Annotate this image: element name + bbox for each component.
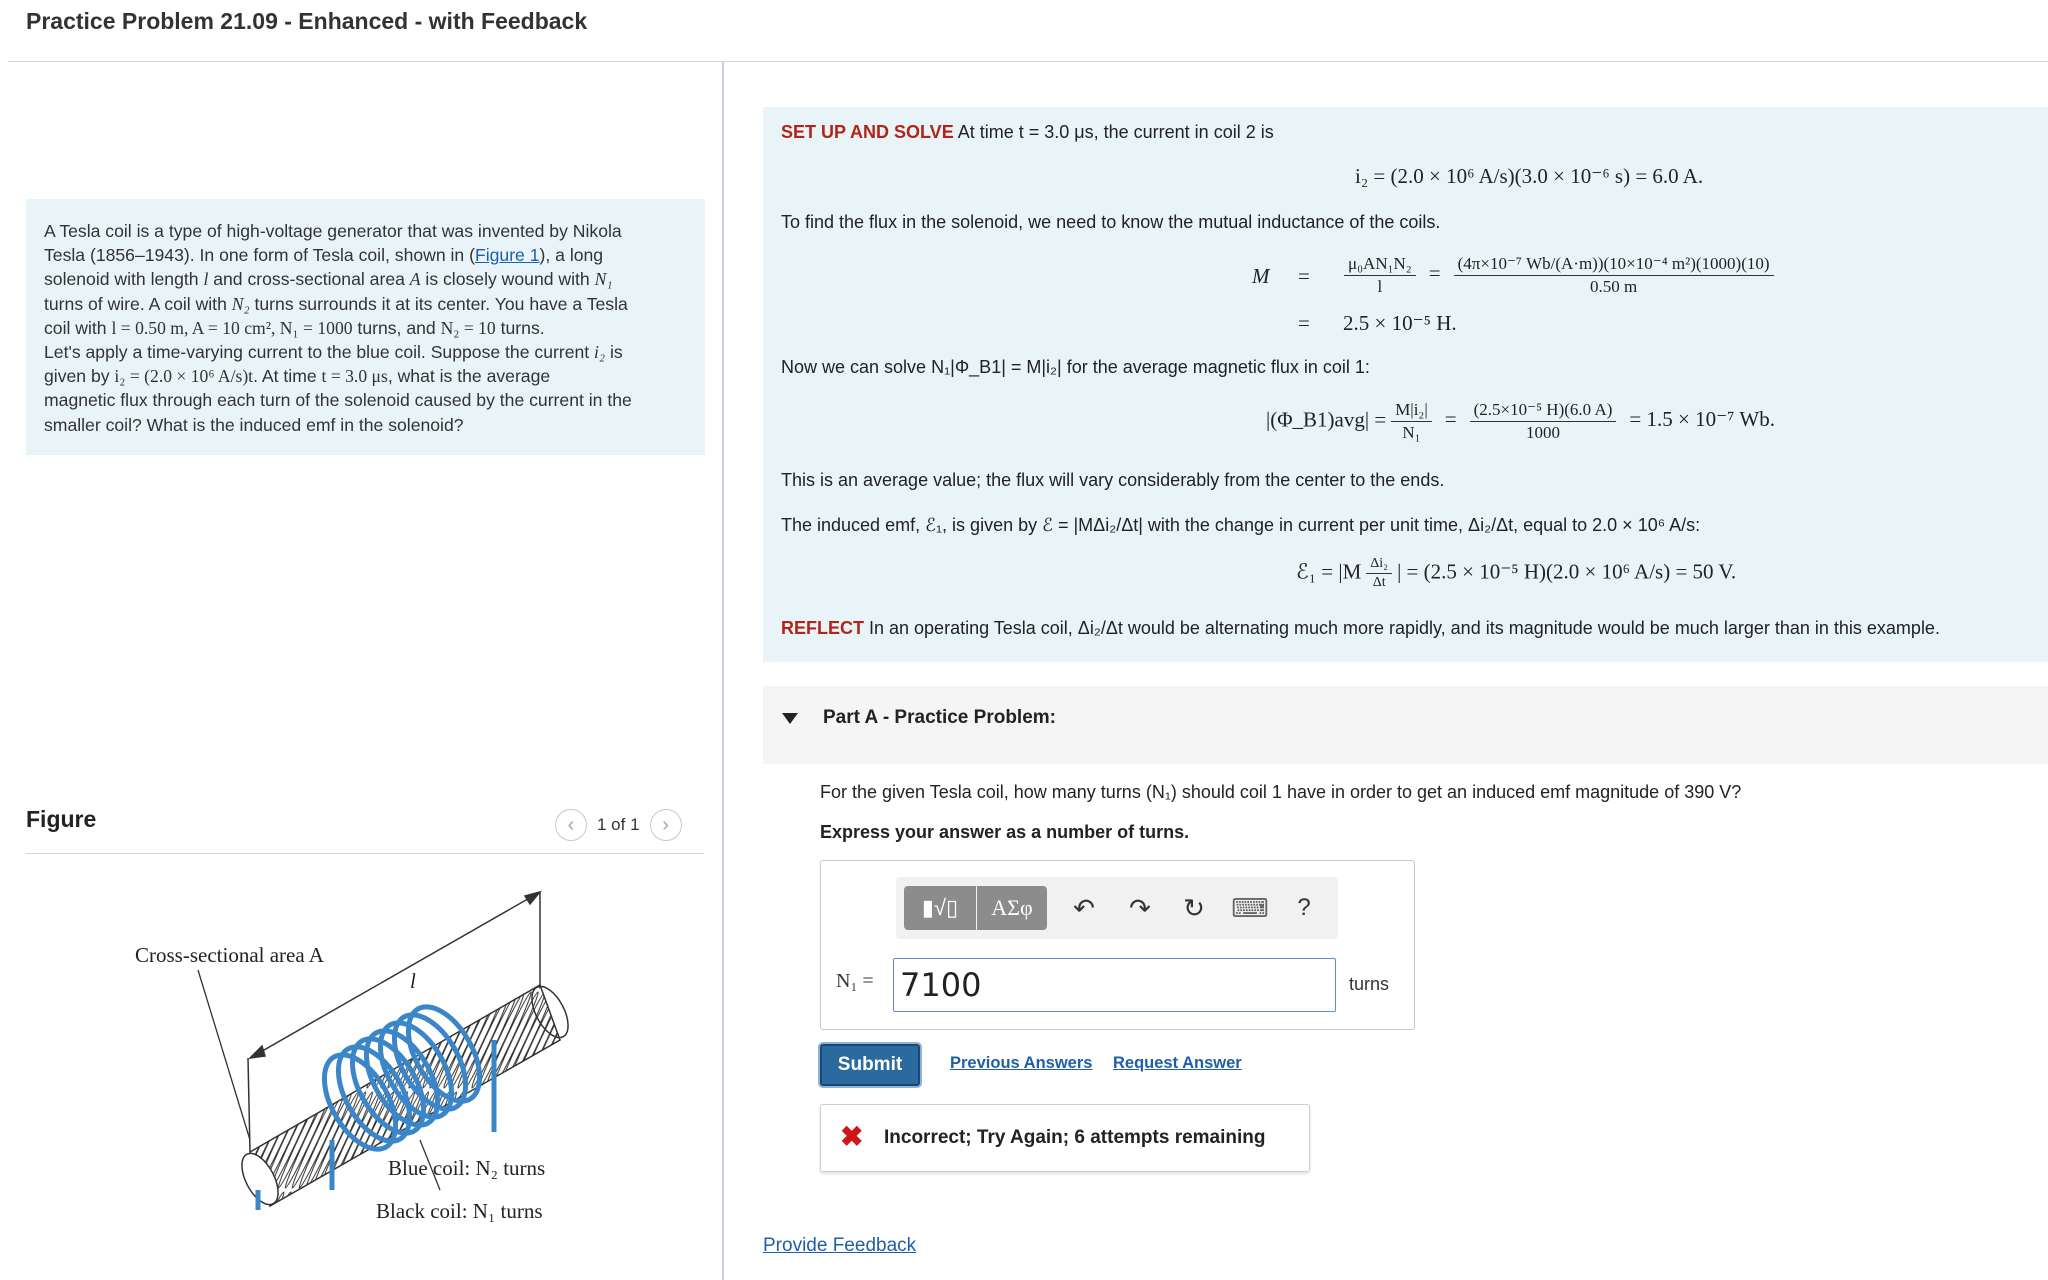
eq-flux-numerator: M|i₂|: [1391, 400, 1432, 422]
eq-emf-result: | = (2.5 × 10⁻⁵ H)(2.0 × 10⁶ A/s) = 50 V.: [1397, 559, 1737, 584]
math-A: A: [409, 269, 421, 290]
answer-unit: turns: [1349, 974, 1390, 994]
black-coil-label: Black coil: N₁ turns: [376, 1199, 543, 1223]
undo-icon[interactable]: ↶: [1073, 892, 1095, 923]
equation-current: i₂ = (2.0 × 10⁶ A/s)(3.0 × 10⁻⁶ s) = 6.0 A.: [1355, 164, 1704, 188]
cross-section-leader: [198, 970, 250, 1140]
reset-icon[interactable]: ↻: [1183, 892, 1205, 923]
incorrect-x-icon: ✖: [840, 1121, 864, 1152]
eq-M-numerator: μ₀AN₁N₂: [1344, 254, 1416, 276]
problem-line: magnetic flux through each turn of the solenoid caused by the current in the: [44, 390, 632, 411]
reflect-keyword: REFLECT: [781, 618, 864, 638]
reflect-line: [781, 618, 1940, 639]
eq-M-symbol: M: [1252, 264, 1270, 288]
part-a-instruction: Express your answer as a number of turns.: [820, 822, 1190, 842]
eq-flux-numerator-values: (2.5×10⁻⁵ H)(6.0 A): [1470, 400, 1617, 422]
eq-flux-result: = 1.5 × 10⁻⁷ Wb.: [1629, 407, 1775, 432]
length-label: l: [410, 969, 416, 993]
emf-text: The induced emf, ℰ₁, is given by ℰ = |MΔi₂/Δt| with the change in current per unit time, Δi₂/Δt, equal to 2.0 × 10⁶ A/s:: [781, 515, 1701, 535]
problem-line: [44, 364, 687, 388]
eq-M-result: 2.5 × 10⁻⁵ H.: [1343, 311, 1457, 335]
flux-text: Now we can solve N₁|Φ_B1| = M|i₂| for the average magnetic flux in coil 1:: [781, 357, 1370, 377]
request-answer-link[interactable]: Request Answer: [1113, 1054, 1242, 1072]
eq-M-fraction: [1344, 254, 1774, 297]
answer-label: N₁ =: [836, 970, 874, 992]
page-title: Practice Problem 21.09 - Enhanced - with Feedback: [26, 8, 588, 34]
chevron-left-icon[interactable]: ‹: [555, 809, 587, 841]
math-N1: N₁: [594, 269, 613, 290]
help-icon[interactable]: ?: [1297, 894, 1311, 921]
eq-M-equals-2: =: [1428, 261, 1441, 286]
setup-keyword: SET UP AND SOLVE: [781, 122, 954, 142]
problem-text: . At time: [253, 366, 322, 387]
setup-line: [781, 122, 1274, 143]
eq-flux-equals: =: [1444, 407, 1457, 432]
problem-text: Tesla (1856–1943). In one form of Tesla coil, shown in (: [44, 245, 475, 266]
eq-M-denominator-values: 0.50 m: [1589, 277, 1638, 296]
problem-text: ), a long: [539, 245, 604, 266]
problem-text: , what is the average: [387, 366, 551, 387]
submit-button[interactable]: Submit: [820, 1044, 920, 1086]
problem-text: turns surrounds it at its center. You have a Tesla: [249, 293, 628, 314]
problem-text: is: [605, 342, 623, 363]
templates-button[interactable]: ▮√▯: [904, 886, 976, 930]
redo-icon[interactable]: ↷: [1129, 892, 1151, 923]
eq-M-equals: =: [1298, 264, 1310, 288]
math-l: l: [203, 269, 209, 290]
math-N2: N₂: [231, 293, 250, 314]
provide-feedback-link[interactable]: Provide Feedback: [763, 1235, 917, 1256]
problem-statement: [26, 199, 705, 455]
column-divider: [722, 62, 724, 1280]
feedback-message: Incorrect; Try Again; 6 attempts remaining: [884, 1127, 1266, 1148]
cross-section-label: Cross-sectional area A: [135, 943, 324, 967]
problem-text: solenoid with length: [44, 269, 204, 290]
math-current: i₂ = (2.0 × 10⁶ A/s)t: [114, 366, 254, 387]
eq-flux: [1266, 400, 1775, 443]
caret-down-icon[interactable]: [782, 713, 798, 724]
eq-emf-lhs: ℰ₁ = |M: [1296, 559, 1362, 584]
tesla-coil-figure: [120, 890, 600, 1230]
problem-text: and cross-sectional area: [208, 269, 410, 290]
eq-emf-numerator: Δi₂: [1366, 556, 1392, 574]
problem-line: A Tesla coil is a type of high-voltage generator that was invented by Nikola: [44, 221, 622, 241]
math-values: l = 0.50 m, A = 10 cm², N₁ = 1000: [111, 317, 353, 338]
problem-line: [44, 316, 687, 340]
previous-answers-link[interactable]: Previous Answers: [950, 1054, 1093, 1072]
problem-line: [44, 292, 687, 316]
answer-input[interactable]: [893, 958, 1336, 1012]
math-time: t = 3.0 μs: [321, 366, 388, 387]
figure-pager: [555, 808, 682, 842]
problem-text: turns, and: [352, 317, 441, 338]
symbols-button[interactable]: ΑΣφ: [977, 886, 1047, 930]
problem-text: turns of wire. A coil with: [44, 293, 232, 314]
part-a-title[interactable]: Part A - Practice Problem:: [823, 707, 1057, 728]
eq-emf-denominator: Δt: [1372, 575, 1386, 590]
eq-M-equals-3: =: [1298, 311, 1310, 335]
figure-divider: [26, 853, 704, 854]
problem-text: Let's apply a time-varying current to the blue coil. Suppose the current: [44, 342, 595, 363]
eq-flux-denominator: N₁: [1402, 423, 1421, 442]
chevron-right-icon[interactable]: ›: [650, 809, 682, 841]
problem-text: given by: [44, 366, 115, 387]
problem-text: is closely wound with: [420, 269, 595, 290]
problem-line: [44, 243, 687, 267]
math-i2: i₂: [594, 342, 606, 363]
figure-page-count: 1 of 1: [597, 815, 640, 834]
average-text: This is an average value; the flux will vary considerably from the center to the ends.: [781, 470, 1445, 490]
problem-line: smaller coil? What is the induced emf in the solenoid?: [44, 414, 464, 435]
figure-1-link[interactable]: Figure 1: [474, 245, 540, 266]
problem-text: coil with: [44, 317, 112, 338]
problem-line: [44, 340, 687, 364]
math-N2-value: N₂ = 10: [440, 317, 496, 338]
eq-flux-lhs: |(Φ_B1)avg| =: [1266, 407, 1387, 432]
eq-M-denominator: l: [1377, 277, 1383, 296]
problem-line: [44, 267, 687, 291]
keyboard-icon[interactable]: ⌨: [1231, 892, 1269, 923]
title-divider: [8, 61, 2048, 62]
problem-text: turns.: [495, 317, 545, 338]
eq-emf: [1296, 556, 1736, 591]
figure-label: Figure: [26, 806, 97, 832]
eq-M-lhs: [1252, 264, 1270, 289]
reflect-text: In an operating Tesla coil, Δi₂/Δt would be alternating much more rapidly, and its magnitude would be much larger than in this example.: [864, 618, 1940, 638]
mutual-text: To find the flux in the solenoid, we need to know the mutual inductance of the coils.: [781, 212, 1441, 232]
eq-M-numerator-values: (4π×10⁻⁷ Wb/(A·m))(10×10⁻⁴ m²)(1000)(10): [1454, 254, 1774, 276]
part-a-question: For the given Tesla coil, how many turns (N₁) should coil 1 have in order to get an induced emf magnitude of 390 V?: [820, 782, 1742, 802]
blue-coil-label: Blue coil: N₂ turns: [388, 1156, 546, 1180]
eq-flux-denominator-values: 1000: [1526, 423, 1561, 442]
setup-text: At time t = 3.0 μs, the current in coil 2 is: [953, 122, 1274, 142]
